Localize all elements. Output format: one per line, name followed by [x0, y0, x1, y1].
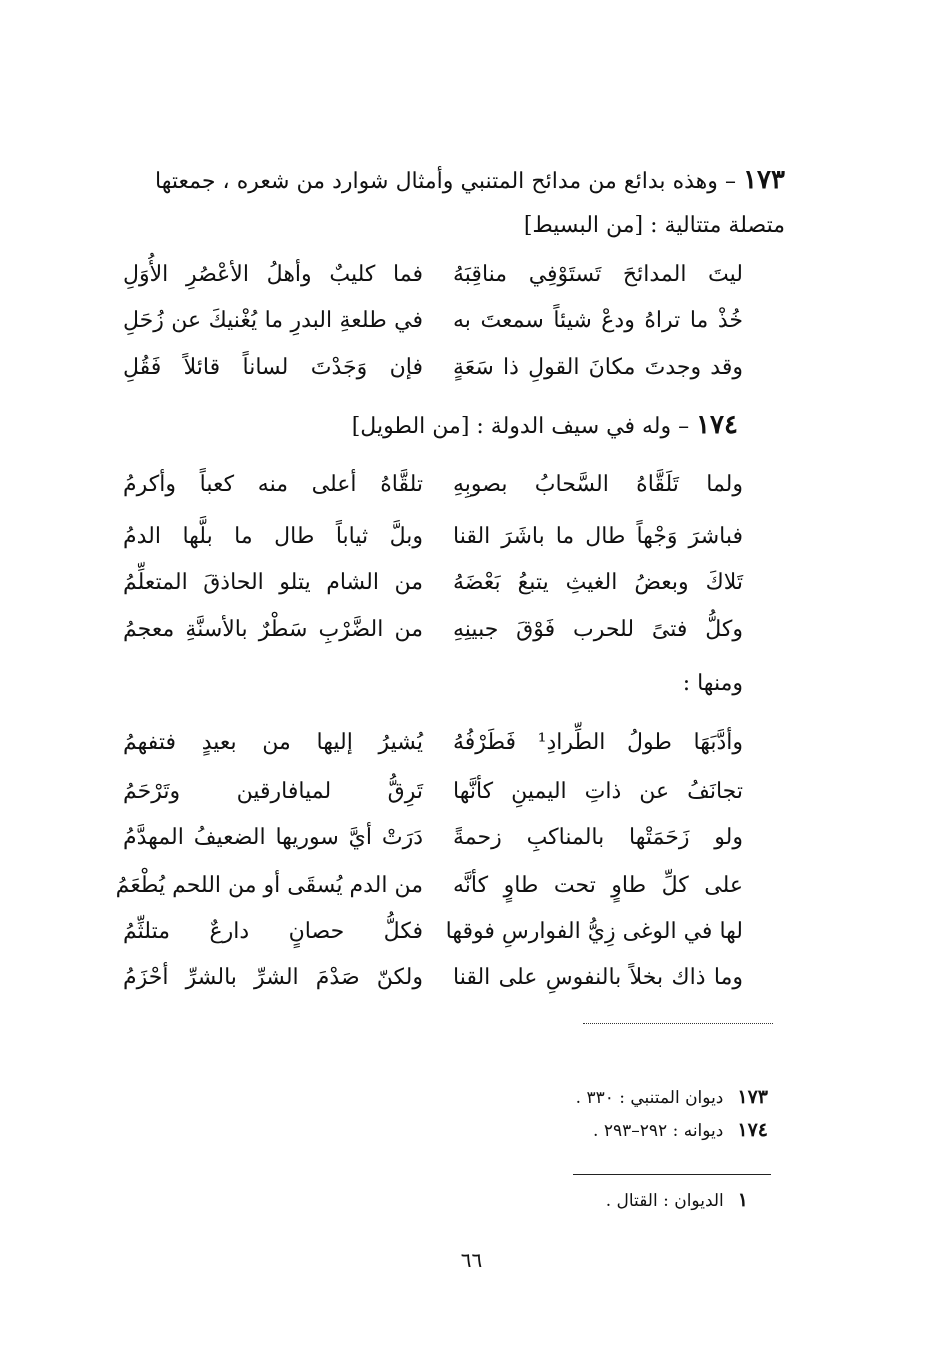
- page-number: ٦٦: [460, 1248, 483, 1272]
- verse-first-hemistich: وقد وجدتَ مكانَ القولِ ذا سَعَةٍ: [453, 355, 743, 380]
- verse-second-hemistich: ولكنّ صَدْمَ الشرِّ بالشرِّ أحْزَمُ: [123, 965, 423, 990]
- verse-first-hemistich: ولو زَحَمَتْها بالمناكبِ زحمةً: [453, 825, 743, 850]
- verse-second-hemistich: من الشام يتلو الحاذقَ المتعلِّمُ: [123, 570, 423, 595]
- verse-second-hemistich: من الدم يُسقَى أو من اللحم يُطْعَمُ: [115, 873, 423, 898]
- entry-number: ١٧٣: [743, 165, 785, 195]
- source-note: [593, 1115, 768, 1146]
- verse-second-hemistich: من الضَّرْبِ سَطْرٌ بالأسنَّةِ معجمُ: [123, 617, 423, 642]
- source-note: [576, 1082, 768, 1113]
- dotted-separator: [583, 1023, 773, 1024]
- verse-first-hemistich: وما ذاك بخلاً بالنفوسِ على القنا: [453, 965, 743, 990]
- source-note-text: ديوان المتنبي : ٣٣٠ .: [575, 1088, 724, 1108]
- verse-second-hemistich: وبلَّ ثياباً طال ما بلَّها الدمُ: [123, 524, 423, 549]
- variant-note: [606, 1185, 748, 1216]
- source-note-number: ١٧٤: [737, 1119, 768, 1141]
- verse-second-hemistich: فما كليبٌ وأهلُ الأعْصُرِ الأُوَلِ: [123, 262, 423, 287]
- verse-first-hemistich: وأدَّبَهَا طولُ الطِّرادِ¹ فَطَرْفُهُ: [453, 730, 743, 755]
- minha-label: ومنها :: [682, 671, 743, 696]
- entry-173-intro: [155, 158, 785, 248]
- entry-174-heading: [352, 405, 738, 447]
- variant-note-text: الديوان : القتال .: [605, 1191, 724, 1211]
- entry-number: ١٧٤: [696, 410, 738, 440]
- verse-second-hemistich: دَرَتْ أيَّ سوريها الضعيفُ المهدَّمُ: [123, 825, 423, 850]
- verse-second-hemistich: تلقَّاهُ أعلى منه كعباً وأكرمُ: [123, 472, 423, 497]
- verse-first-hemistich: خُذْ ما تراهُ ودعْ شيئاً سمعتَ به: [453, 308, 743, 333]
- source-note-text: ديوانه : ٢٩٢–٢٩٣ .: [593, 1121, 724, 1141]
- variant-note-number: ١: [737, 1189, 748, 1211]
- footnote-separator: [573, 1174, 771, 1175]
- verse-first-hemistich: لها في الوغى زِيُّ الفوارسِ فوقها: [445, 919, 743, 944]
- verse-first-hemistich: وكلُّ فتىً للحرب فَوْقَ جبينِهِ: [453, 617, 743, 642]
- verse-first-hemistich: ليتَ المدائحَ تَستَوْفِي مناقِبَهُ: [453, 262, 743, 287]
- verse-first-hemistich: على كلِّ طاوٍ تحت طاوٍ كأنَّه: [453, 873, 743, 898]
- source-note-number: ١٧٣: [737, 1086, 768, 1108]
- verse-first-hemistich: فباشرَ وَجْهاً طال ما باشَرَ القنا: [453, 524, 743, 549]
- verse-second-hemistich: فكلُّ حصانٍ دارعٌ متلثِّمُ: [123, 919, 423, 944]
- verse-second-hemistich: في طلعةِ البدرِ ما يُغْنيكَ عن زُحَلِ: [123, 308, 423, 333]
- verse-first-hemistich: تَلاكَ وبعضُ الغيثِ يتبعُ بَعْضَهُ: [453, 570, 743, 595]
- verse-first-hemistich: ولما تَلَقَّاهُ السَّحابُ بصوبِهِ: [453, 472, 743, 497]
- verse-second-hemistich: تَرِقُّ لميافارقين وتَرْحَمُ: [123, 779, 423, 804]
- verse-second-hemistich: فإن وَجَدْتَ لساناً قائلاً فَقُلِ: [123, 355, 423, 380]
- verse-second-hemistich: يُشيرُ إليها من بعيدٍ فتفهمُ: [123, 730, 423, 755]
- verse-first-hemistich: تجانَفُ عن ذاتِ اليمينِ كأنَّها: [453, 779, 743, 804]
- entry-intro-text: – وهذه بدائع من مدائح المتنبي وأمثال شوارد من شعره ، جمعتها متصلة متتالية : [من البسيط]: [155, 169, 785, 238]
- entry-intro-text: – وله في سيف الدولة : [من الطويل]: [351, 414, 690, 439]
